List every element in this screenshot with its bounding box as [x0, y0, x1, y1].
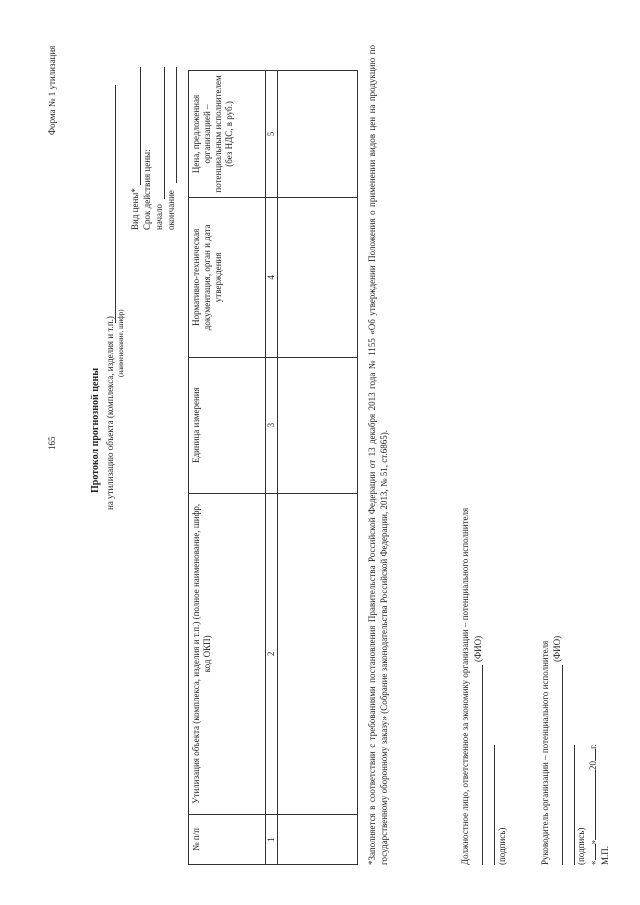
head-title: Руководитель организации – потенциального исполнителя — [540, 640, 550, 865]
stamp-label: М.П. — [600, 845, 610, 865]
name-caption: (наименование, шифр) — [117, 309, 125, 377]
header-documentation: Нормативно-техническая документация, орган и дата утверждения — [189, 197, 266, 357]
form-label: Форма № 1 утилизация — [47, 45, 57, 135]
end-underline — [176, 67, 177, 183]
header-price: Цена, предложенная организацией – потенциальным исполнителем (без НДС, в руб.) — [189, 71, 266, 198]
header-number: № п/п — [189, 815, 266, 865]
date-open-quote: « — [588, 860, 598, 865]
year-prefix: 20 — [588, 761, 598, 770]
header-object: Утилизация объекта (комплекса, изделия и т.п.) (полное наименование, шифр, код ОКП) — [189, 493, 266, 815]
table-cell[interactable] — [278, 493, 358, 815]
subtitle: на утилизацию объекта (комплекса, изделия и т.п.) — [105, 316, 115, 510]
table-cell[interactable] — [278, 815, 358, 865]
year-suffix: г. — [588, 744, 598, 749]
column-number: 4 — [266, 197, 278, 357]
head-signature-underline — [574, 745, 575, 865]
column-number: 2 — [266, 493, 278, 815]
date-close-quote: » — [588, 840, 598, 845]
column-number: 1 — [266, 815, 278, 865]
table-cell[interactable] — [278, 71, 358, 198]
start-label: начало — [154, 203, 164, 230]
official-title: Должностное лицо, ответственное за экономику организации – потенциального исполнителя — [460, 507, 470, 865]
head-fio: (ФИО) — [552, 635, 562, 662]
date-line — [588, 744, 599, 865]
validity-label: Срок действия цены: — [142, 149, 152, 230]
start-underline — [164, 67, 165, 199]
end-label: окончание — [166, 190, 176, 230]
page-number: 165 — [47, 436, 57, 450]
header-unit: Единица измерения — [189, 357, 266, 493]
official-signature: (подпись) — [497, 827, 507, 865]
official-fio: (ФИО) — [473, 635, 483, 662]
price-type-label: Вид цены* — [130, 188, 140, 230]
page-title: Протокол прогнозной цены — [90, 367, 101, 493]
table-cell[interactable] — [278, 357, 358, 493]
column-number: 3 — [266, 357, 278, 493]
head-fio-underline — [562, 665, 563, 865]
column-number: 5 — [266, 71, 278, 198]
head-signature: (подпись) — [576, 827, 586, 865]
name-underline — [115, 85, 116, 323]
table-cell[interactable] — [278, 197, 358, 357]
price-table — [188, 70, 358, 865]
official-fio-underline — [482, 665, 483, 865]
official-signature-underline — [494, 745, 495, 865]
price-type-underline — [140, 67, 141, 185]
footnote: *Заполняется в соответствии с требованиями постановления Правительства Российской Федерации от 13 декабря 2013 года № 1155 «Об утверждении Положения о применении видов цен на продукцию по государственному оборонному заказу» (Собрание законодательства Российской Федерации, 2013, № 51, ст.6865). — [367, 45, 389, 865]
